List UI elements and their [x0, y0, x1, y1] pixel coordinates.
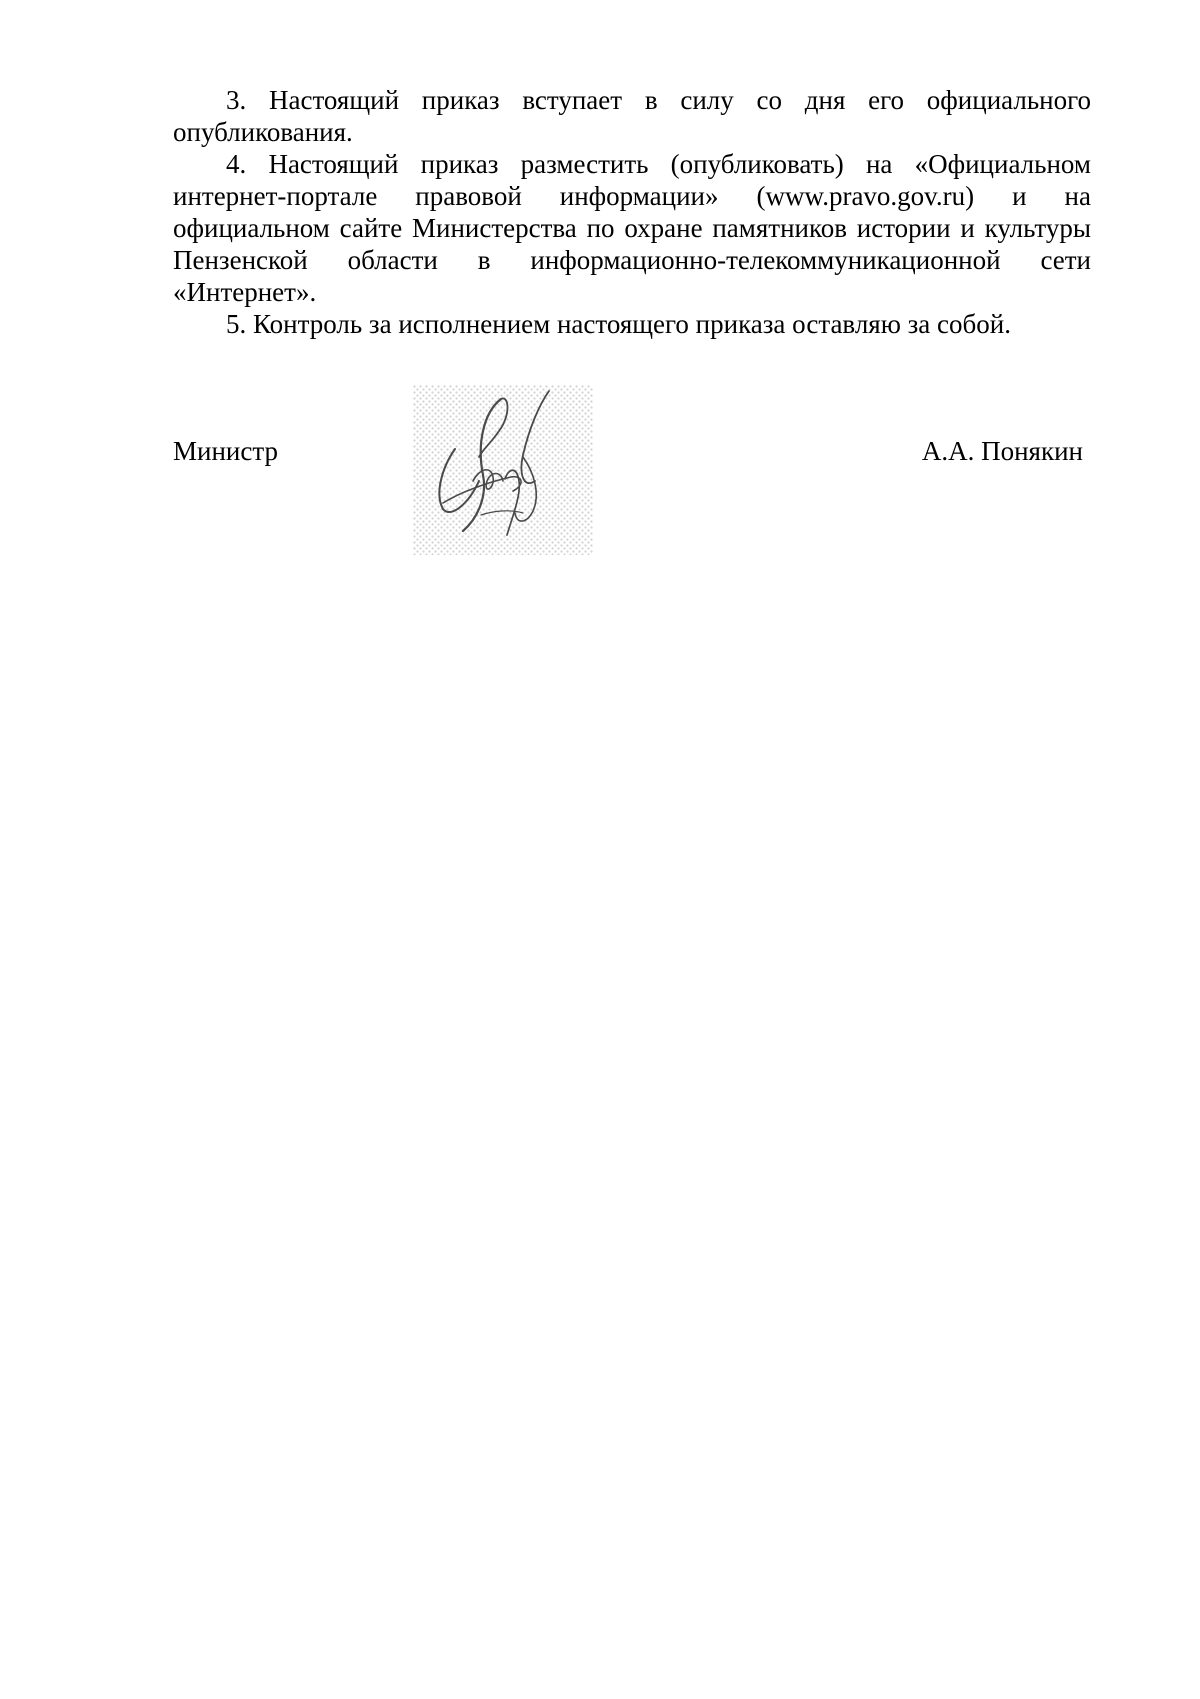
signature-icon — [413, 385, 593, 555]
paragraph-3: 3. Настоящий приказ вступает в силу со дня его официального опубликования. — [173, 85, 1091, 147]
paragraph-5: 5. Контроль за исполнением настоящего приказа оставляю за собой. — [226, 309, 1011, 339]
signature-block — [173, 385, 1091, 585]
document-body — [173, 84, 1091, 340]
signer-position: Министр — [173, 436, 278, 466]
paragraph-4: 4. Настоящий приказ разместить (опубликовать) на «Официальном интернет-портале правовой информации» (www.pravo.gov.ru) и на официальном сайте Министерства по охране памятников истории и культуры Пензенской области в информационно-телекоммуникационной сети «Интернет». — [173, 149, 1091, 307]
signer-name: А.А. Понякин — [921, 436, 1083, 466]
